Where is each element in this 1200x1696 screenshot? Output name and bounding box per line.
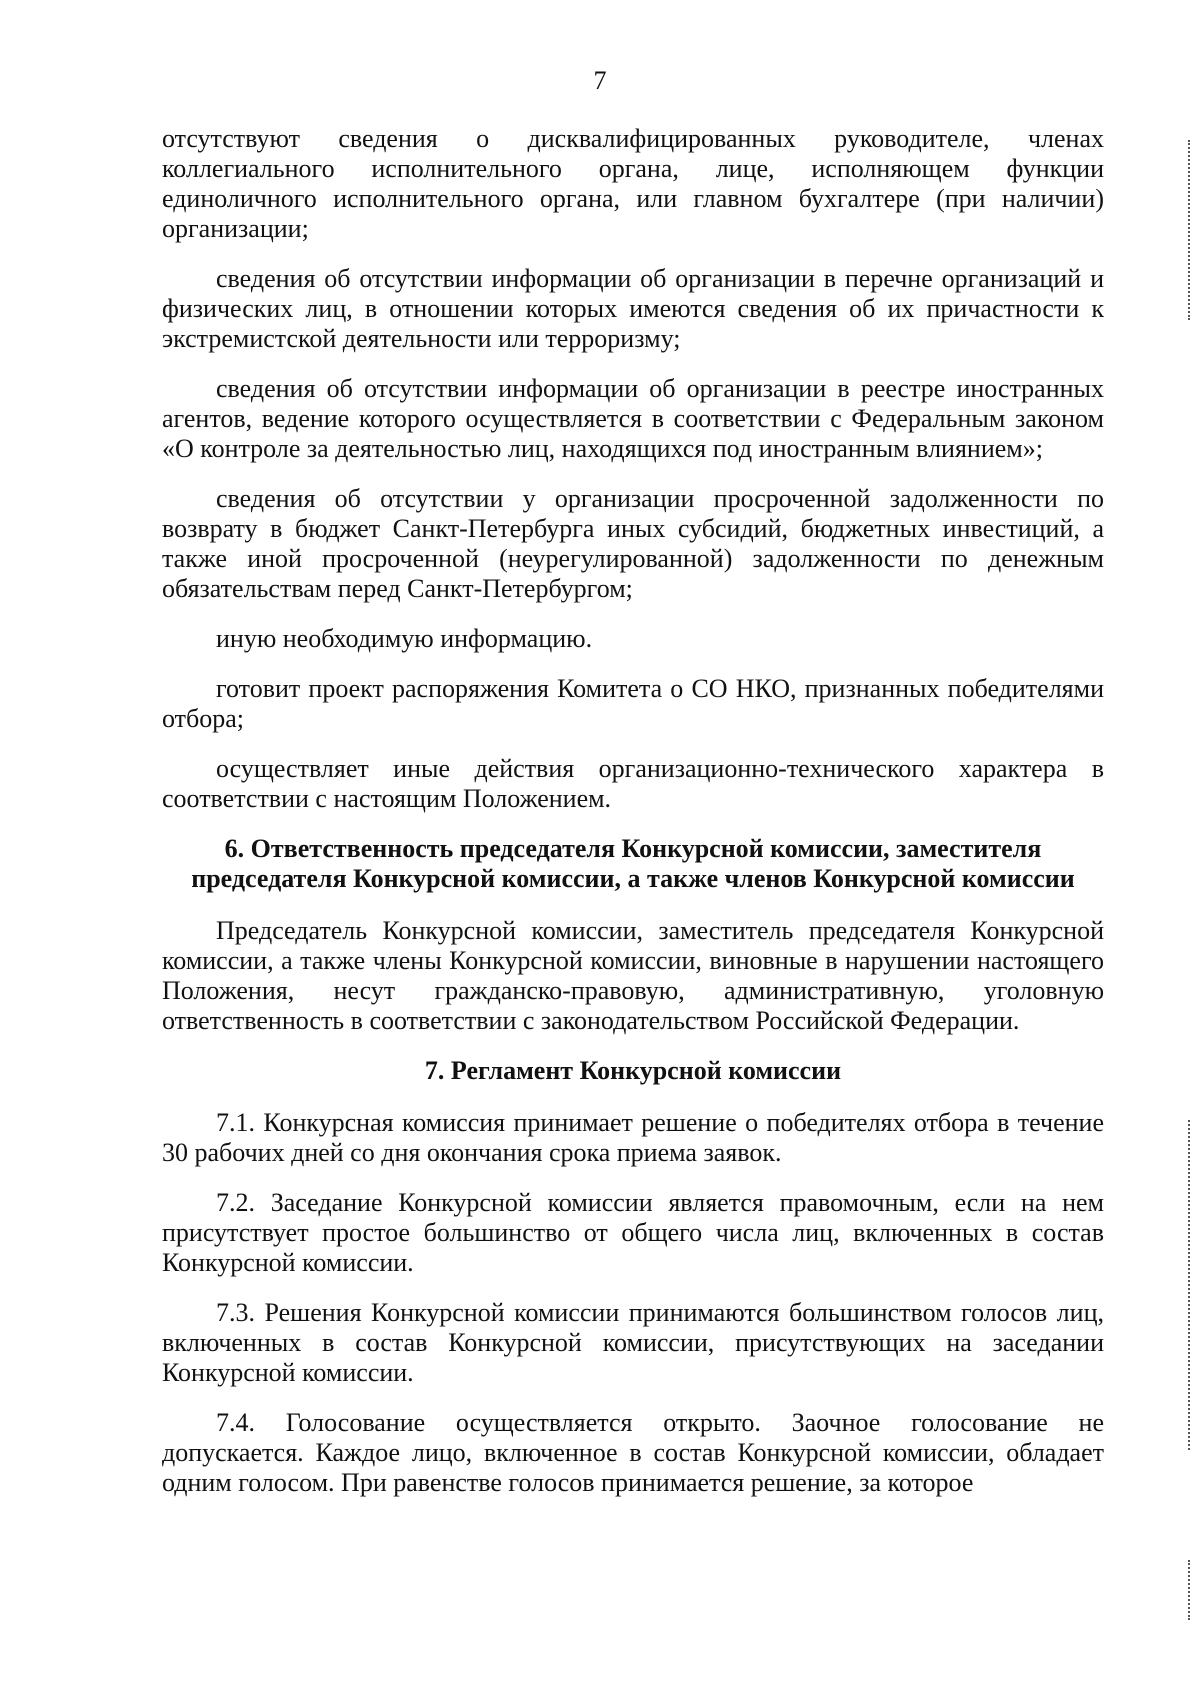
page-number: 7 [593,66,607,95]
section-7-heading-text: 7. Регламент Конкурсной комиссии [424,1056,842,1085]
section-6-heading-line-2: председателя Конкурсной комиссии, а также членов Конкурсной комиссии [191,864,1075,893]
paragraph-debt-info: сведения об отсутствии у организации просроченной задолженности по возврату в бюджет Санкт-Петербурга иных субсидий, бюджетных инвестиций, а также иной просроченной (неурегулированной) задолженности по денежным обязательствам перед Санкт-Петербургом; [162,484,1104,603]
clause-7-4: 7.4. Голосование осуществляется открыто. Заочное голосование не допускается. Каждое лицо, включенное в состав Конкурсной комиссии, обладает одним голосом. При равенстве голосов принимается решение, за которое [162,1408,1104,1497]
paragraph-foreign-agents-info: сведения об отсутствии информации об организации в реестре иностранных агентов, ведение которого осуществляется в соответствии с Федеральным законом «О контроле за деятельностью лиц, находящихся под иностранным влиянием»; [162,374,1104,463]
paragraph-extremism-info: сведения об отсутствии информации об организации в перечне организаций и физических лиц, в отношении которых имеются сведения об их причастности к экстремистской деятельности или терроризму; [162,264,1104,353]
section-7-heading [162,1056,1104,1086]
scan-edge-mark-middle [1188,1120,1192,1450]
paragraph-other-actions: осуществляет иные действия организационно-технического характера в соответствии с настоящим Положением. [162,754,1104,813]
paragraph-other-info: иную необходимую информацию. [216,624,593,653]
clause-7-3: 7.3. Решения Конкурсной комиссии принимаются большинством голосов лиц, включенных в состав Конкурсной комиссии, присутствующих на заседании Конкурсной комиссии. [162,1298,1104,1387]
scan-edge-mark-top [1188,140,1192,320]
section-6-heading [162,834,1104,894]
paragraph-disqualified-info: отсутствуют сведения о дисквалифицированных руководителе, членах коллегиального исполнительного органа, лице, исполняющем функции единоличного исполнительного органа, или главном бухгалтере (при наличии) организации; [162,124,1104,243]
clause-7-1: 7.1. Конкурсная комиссия принимает решение о победителях отбора в течение 30 рабочих дней со дня окончания срока приема заявок. [162,1108,1104,1167]
document-body [162,124,1104,1518]
section-6-heading-line-1: 6. Ответственность председателя Конкурсной комиссии, заместителя [224,834,1042,863]
scan-edge-mark-bottom [1188,1560,1192,1620]
section-6-text: Председатель Конкурсной комиссии, заместитель председателя Конкурсной комиссии, а также члены Конкурсной комиссии, виновные в нарушении настоящего Положения, несут гражданско-правовую, административную, уголовную ответственность в соответствии с законодательством Российской Федерации. [162,916,1104,1035]
paragraph-draft-order: готовит проект распоряжения Комитета о СО НКО, признанных победителями отбора; [162,674,1104,733]
clause-7-2: 7.2. Заседание Конкурсной комиссии является правомочным, если на нем присутствует простое большинство от общего числа лиц, включенных в состав Конкурсной комиссии. [162,1188,1104,1277]
